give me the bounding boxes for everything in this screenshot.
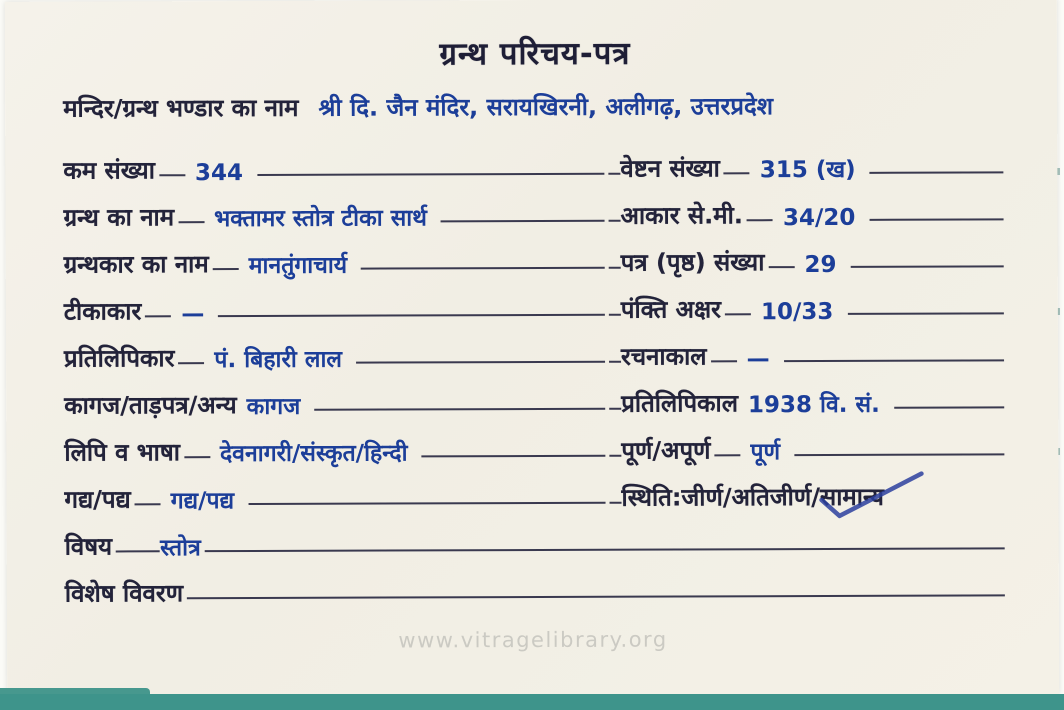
field-value: कागज [246, 393, 301, 420]
field-rule [711, 360, 737, 362]
field-rule [356, 361, 605, 364]
field-lines-letters [609, 285, 1008, 333]
field-rule [870, 171, 1004, 173]
field-value: पं. बिहारी लाल [214, 346, 343, 374]
field-value: 315 (ख) [759, 156, 856, 184]
field-rule [178, 362, 204, 364]
field-label: स्थिति:जीर्ण/अतिजीर्ण/ [621, 482, 820, 512]
field-label: प्रतिलिपिकाल [621, 389, 739, 418]
field-value: पूर्ण [750, 439, 781, 466]
field-label: टीकाकार [63, 297, 142, 326]
field-rule [850, 265, 1003, 268]
field-label: कम संख्या [63, 156, 155, 185]
field-subject [65, 520, 1009, 570]
field-rule [768, 266, 794, 268]
field-author-name [64, 240, 609, 289]
field-rule [314, 408, 605, 411]
field-value: 1938 वि. सं. [747, 391, 880, 419]
field-rule [609, 267, 621, 269]
field-page-count [609, 238, 1008, 286]
field-rule [257, 173, 604, 176]
field-label: पत्र (पृष्ठ) संख्या [620, 248, 765, 277]
field-rule [724, 172, 750, 174]
field-prose-verse [64, 475, 609, 524]
field-rule [714, 454, 740, 456]
field-rule [609, 220, 621, 222]
field-rule [145, 315, 171, 317]
field-rule [609, 361, 621, 363]
field-rule [248, 502, 605, 505]
field-material [64, 381, 609, 430]
field-special-details [65, 567, 1009, 617]
field-complete-incomplete [609, 426, 1008, 474]
field-condition [609, 473, 1008, 521]
field-rule [135, 503, 161, 505]
field-label: लिपि व भाषा [64, 438, 180, 467]
field-value: 344 [194, 160, 243, 187]
field-rule [725, 313, 751, 315]
field-bundle-number [608, 144, 1007, 192]
field-rule [218, 314, 605, 317]
field-rule [894, 406, 1004, 408]
field-composition-date [609, 332, 1008, 380]
field-rule [178, 221, 204, 223]
field-rule [869, 218, 1003, 220]
field-label: ग्रन्थकार का नाम [63, 250, 209, 279]
field-value: — [181, 301, 205, 328]
form-grid [63, 144, 1008, 523]
field-label: विषय [64, 532, 113, 561]
field-commentator [64, 287, 609, 336]
scanner-edge-band [0, 694, 1064, 710]
field-rule [609, 408, 621, 410]
field-label: विशेष विवरण [64, 579, 184, 608]
field-copy-date [609, 379, 1008, 427]
field-label: गद्य/पद्य [64, 485, 131, 514]
field-value: स्तोत्र [160, 535, 201, 562]
field-rule [213, 268, 239, 270]
field-rule [609, 455, 621, 457]
field-rule [610, 502, 622, 504]
field-value: गद्य/पद्य [170, 488, 235, 515]
field-label: सामान्य [819, 482, 885, 511]
field-label: ग्रन्थ का नाम [63, 203, 175, 232]
page-title: ग्रन्थ परिचय-पत्र [439, 35, 631, 73]
field-label: आकार से.मी. [620, 201, 743, 230]
field-rule [361, 267, 605, 270]
temple-name-value: श्री दि. जैन मंदिर, सरायखिरनी, अलीगढ़, उत्तरप्रदेश [318, 92, 774, 122]
field-rule [187, 594, 1005, 599]
watermark: www.vitragelibrary.org [398, 627, 668, 653]
field-rule [159, 174, 185, 176]
field-rule [205, 547, 1005, 552]
field-value: 34/20 [782, 204, 856, 232]
field-value: भक्तामर स्तोत्र टीका सार्थ [214, 205, 427, 233]
field-serial-number [63, 146, 608, 195]
field-rule [609, 314, 621, 316]
temple-name-row [63, 88, 1007, 141]
field-label: पूर्ण/अपूर्ण [621, 436, 711, 465]
field-size-cm [608, 191, 1007, 239]
field-rule [847, 312, 1003, 315]
field-rule [422, 455, 606, 458]
temple-name-label: मन्दिर/ग्रन्थ भण्डार का नाम [63, 93, 299, 123]
paper-card [5, 0, 1059, 698]
field-rule [608, 173, 620, 175]
field-rule [184, 456, 210, 458]
field-rule [784, 359, 1004, 362]
field-rule [441, 220, 605, 223]
field-rule [794, 453, 1004, 456]
field-value: 29 [804, 251, 837, 279]
field-granth-name [63, 193, 608, 242]
field-rule [116, 550, 160, 552]
field-value: मानतुंगाचार्य [248, 252, 348, 279]
field-label: वेष्टन संख्या [620, 154, 720, 183]
field-script-language [64, 428, 609, 477]
field-label: प्रतिलिपिकार [63, 344, 175, 373]
field-value: देवनागरी/संस्कृत/हिन्दी [219, 440, 408, 468]
field-value: — [746, 346, 770, 373]
condition-marked-option [820, 480, 884, 513]
field-scribe [64, 334, 609, 383]
field-label: पंक्ति अक्षर [620, 295, 722, 324]
field-rule [747, 219, 773, 221]
field-value: 10/33 [760, 298, 834, 326]
field-label: कागज/ताड़पत्र/अन्य [64, 391, 237, 420]
field-label: रचनाकाल [620, 342, 707, 371]
